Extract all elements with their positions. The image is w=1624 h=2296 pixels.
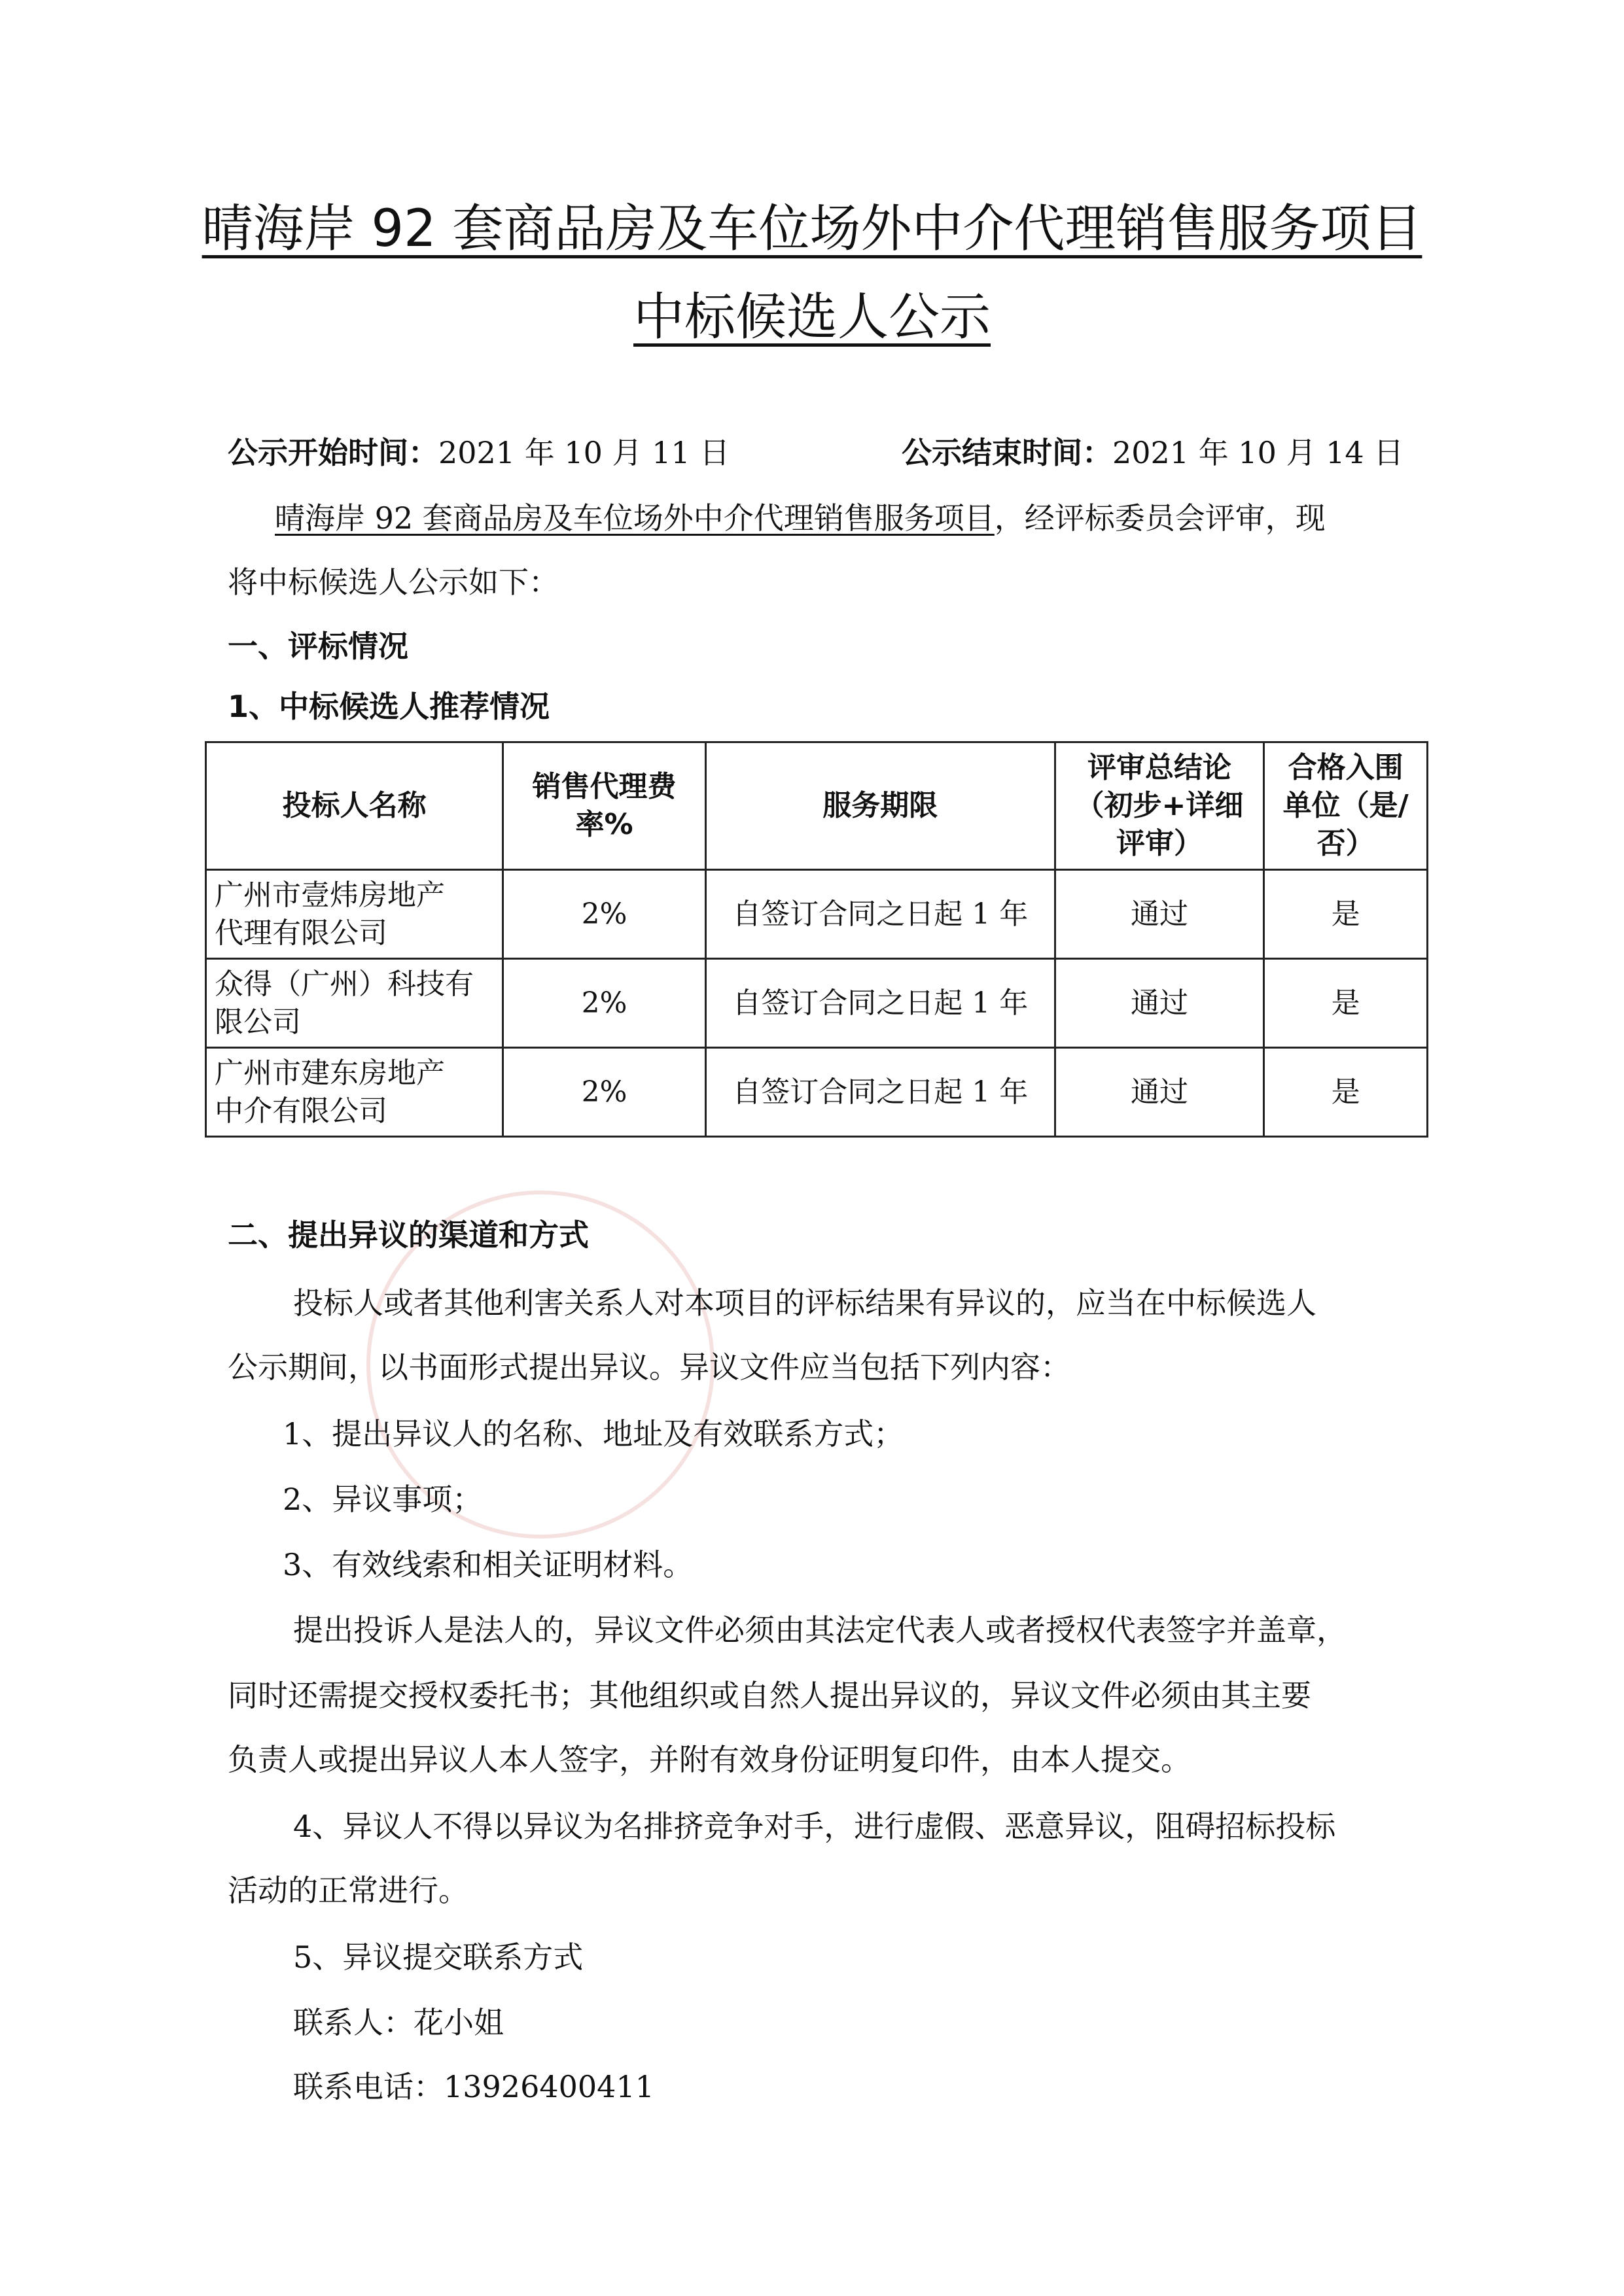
section2-item3: 3、有效线索和相关证明材料。 xyxy=(283,1547,694,1582)
section2-item4-line2: 活动的正常进行。 xyxy=(228,1873,468,1908)
section1-subheading: 1、中标候选人推荐情况 xyxy=(228,689,550,724)
bidder-name-cell: 众得（广州）科技有 限公司 xyxy=(206,959,503,1048)
section2-item2: 2、异议事项； xyxy=(283,1482,483,1517)
table-row xyxy=(206,870,1428,959)
header-qualified: 合格入围 单位（是/ 否） xyxy=(1264,742,1428,870)
table-row xyxy=(206,1048,1428,1137)
section2-para2-line2: 同时还需提交授权委托书；其他组织或自然人提出异议的，异议文件必须由其主要 xyxy=(228,1678,1311,1713)
section2-para1-line2: 公示期间，以书面形式提出异议。异议文件应当包括下列内容： xyxy=(228,1349,1070,1385)
bidder-name-cell: 广州市壹炜房地产 代理有限公司 xyxy=(206,870,503,959)
end-time-label: 公示结束时间： xyxy=(902,435,1112,470)
header-review-conclusion: 评审总结论 （初步+详细 评审） xyxy=(1055,742,1264,870)
section2-para1-line1: 投标人或者其他利害关系人对本项目的评标结果有异议的，应当在中标候选人 xyxy=(293,1285,1316,1321)
contact-person-value: 花小姐 xyxy=(414,2005,504,2040)
contact-person-label: 联系人： xyxy=(293,2005,414,2040)
service-period-cell: 自签订合同之日起 1 年 xyxy=(705,1048,1055,1137)
bidder-name-cell: 广州市建东房地产 中介有限公司 xyxy=(206,1048,503,1137)
fee-rate-cell: 2% xyxy=(503,959,706,1048)
start-time-value: 2021 年 10 月 11 日 xyxy=(438,435,730,470)
section2-item1: 1、提出异议人的名称、地址及有效联系方式； xyxy=(283,1416,904,1452)
title-line-1: 晴海岸 92 套商品房及车位场外中介代理销售服务项目 xyxy=(202,200,1422,258)
table-row xyxy=(206,959,1428,1048)
service-period-cell: 自签订合同之日起 1 年 xyxy=(705,959,1055,1048)
section1-heading: 一、评标情况 xyxy=(228,629,408,664)
fee-rate-cell: 2% xyxy=(503,1048,706,1137)
end-time xyxy=(902,433,1403,472)
review-conclusion-cell: 通过 xyxy=(1055,870,1264,959)
end-time-value: 2021 年 10 月 14 日 xyxy=(1112,435,1404,470)
review-conclusion-cell: 通过 xyxy=(1055,1048,1264,1137)
start-time xyxy=(228,433,730,472)
review-conclusion-cell: 通过 xyxy=(1055,959,1264,1048)
title-line-2: 中标候选人公示 xyxy=(633,288,991,347)
table-header-row xyxy=(206,742,1428,870)
contact-phone-label: 联系电话： xyxy=(293,2069,444,2104)
intro-line-2: 将中标候选人公示如下： xyxy=(228,565,559,600)
qualified-cell: 是 xyxy=(1264,959,1428,1048)
section2-para2-line1: 提出投诉人是法人的，异议文件必须由其法定代表人或者授权代表签字并盖章， xyxy=(293,1612,1347,1648)
intro-line-1-rest: ，经评标委员会评审，现 xyxy=(994,500,1326,536)
section2-heading: 二、提出异议的渠道和方式 xyxy=(228,1217,589,1253)
fee-rate-cell: 2% xyxy=(503,870,706,959)
section2-item5: 5、异议提交联系方式 xyxy=(293,1939,584,1975)
section2-para2-line3: 负责人或提出异议人本人签字，并附有效身份证明复印件，由本人提交。 xyxy=(228,1742,1191,1777)
start-time-label: 公示开始时间： xyxy=(228,435,438,470)
header-fee-rate: 销售代理费 率% xyxy=(503,742,706,870)
contact-person xyxy=(293,2003,504,2042)
qualified-cell: 是 xyxy=(1264,870,1428,959)
candidate-table xyxy=(205,741,1428,1138)
intro-line-1 xyxy=(275,498,1326,538)
section2-item4-line1: 4、异议人不得以异议为名排挤竞争对手，进行虚假、恶意异议，阻碍招标投标 xyxy=(293,1809,1336,1844)
header-bidder-name: 投标人名称 xyxy=(206,742,503,870)
contact-phone xyxy=(293,2067,654,2106)
contact-phone-value: 13926400411 xyxy=(444,2069,654,2104)
qualified-cell: 是 xyxy=(1264,1048,1428,1137)
header-service-period: 服务期限 xyxy=(705,742,1055,870)
service-period-cell: 自签订合同之日起 1 年 xyxy=(705,870,1055,959)
intro-project-name: 晴海岸 92 套商品房及车位场外中介代理销售服务项目 xyxy=(275,500,995,536)
